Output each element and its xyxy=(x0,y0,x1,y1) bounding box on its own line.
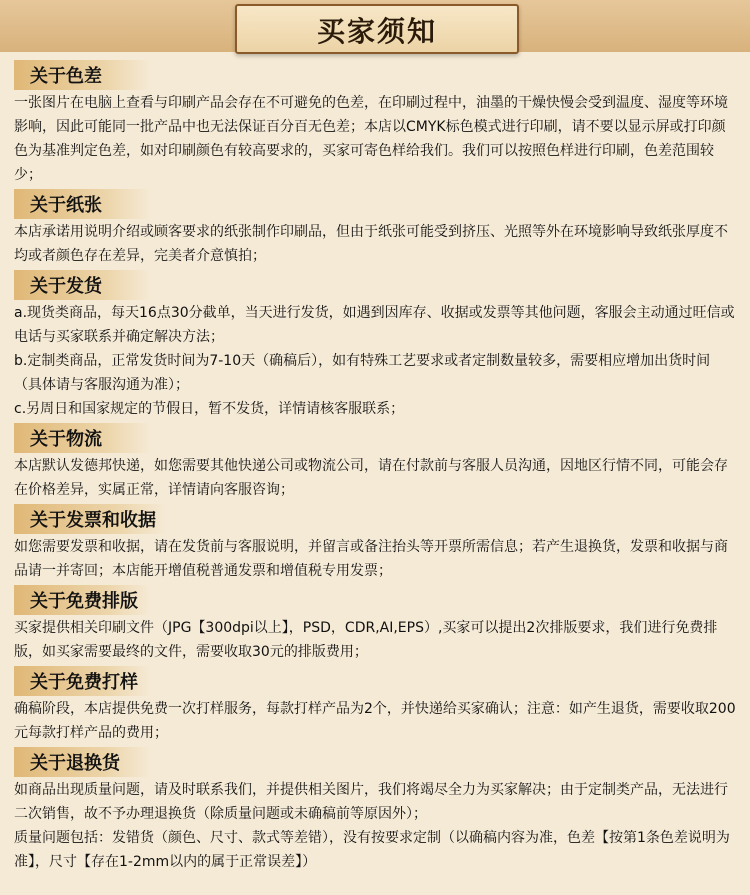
section-heading: 关于色差 xyxy=(14,60,150,90)
section-paragraph: 如商品出现质量问题，请及时联系我们，并提供相关图片，我们将竭尽全力为买家解决；由于定制类产品，无法进行二次销售，故不予办理退换货（除质量问题或未确稿前等原因外）； xyxy=(14,782,728,822)
section-logistics xyxy=(14,423,736,502)
section-color-difference xyxy=(14,60,736,187)
section-heading: 关于退换货 xyxy=(14,747,150,777)
title-banner xyxy=(0,0,750,52)
section-paragraph: 一张图片在电脑上查看与印刷产品会存在不可避免的色差，在印刷过程中，油墨的干燥快慢会受到温度、湿度等环境影响，因此可能同一批产品中也无法保证百分百无色差；本店以CMYK标色模式进行印刷，请不要以显示屏或打印颜色为基准判定色差，如对印刷颜色有较高要求的，买家可寄色样给我们。我们可以按照色样进行印刷，色差范围较少； xyxy=(14,95,728,183)
section-returns xyxy=(14,747,736,874)
section-free-typesetting xyxy=(14,585,736,664)
section-paragraph: 本店默认发德邦快递，如您需要其他快递公司或物流公司，请在付款前与客服人员沟通，因地区行情不同，可能会存在价格差异，实属正常，详情请向客服咨询； xyxy=(14,458,728,498)
section-free-proofing xyxy=(14,666,736,745)
page-title: 买家须知 xyxy=(316,15,437,48)
section-paragraph: 买家提供相关印刷文件（JPG【300dpi以上】，PSD，CDR,AI,EPS）,买家可以提出2次排版要求，我们进行免费排版，如买家需要最终的文件，需要收取30元的排版费用； xyxy=(14,620,718,660)
section-paragraph: 本店承诺用说明介绍或顾客要求的纸张制作印刷品，但由于纸张可能受到挤压、光照等外在环境影响导致纸张厚度不均或者颜色存在差异，完美者介意慎拍； xyxy=(14,224,728,264)
section-paragraph: 确稿阶段，本店提供免费一次打样服务，每款打样产品为2个，并快递给买家确认；注意：如产生退货，需要收取200元每款打样产品的费用； xyxy=(14,701,736,741)
section-heading: 关于发货 xyxy=(14,270,150,300)
section-heading: 关于免费打样 xyxy=(14,666,150,696)
notice-content xyxy=(14,60,736,876)
section-shipping xyxy=(14,270,736,421)
section-paragraph: 质量问题包括：发错货（颜色、尺寸、款式等差错），没有按要求定制（以确稿内容为准，色差【按第1条色差说明为准】，尺寸【存在1-2mm以内的属于正常误差】） xyxy=(14,830,730,870)
section-heading: 关于免费排版 xyxy=(14,585,150,615)
section-paragraph: 如您需要发票和收据，请在发货前与客服说明，并留言或备注抬头等开票所需信息；若产生退换货，发票和收据与商品请一并寄回；本店能开增值税普通发票和增值税专用发票； xyxy=(14,539,728,579)
section-paragraph: c.另周日和国家规定的节假日，暂不发货，详情请核客服联系； xyxy=(14,401,405,417)
section-heading: 关于发票和收据 xyxy=(14,504,166,534)
section-heading: 关于物流 xyxy=(14,423,150,453)
section-paragraph: b.定制类商品，正常发货时间为7-10天（确稿后），如有特殊工艺要求或者定制数量较多，需要相应增加出货时间（具体请与客服沟通为准）； xyxy=(14,353,711,393)
section-heading: 关于纸张 xyxy=(14,189,150,219)
title-plate xyxy=(235,4,519,54)
section-paragraph: a.现货类商品，每天16点30分截单，当天进行发货，如遇到因库存、收据或发票等其他问题，客服会主动通过旺信或电话与买家联系并确定解决方法； xyxy=(14,305,735,345)
section-paper xyxy=(14,189,736,268)
section-invoice-receipt xyxy=(14,504,736,583)
